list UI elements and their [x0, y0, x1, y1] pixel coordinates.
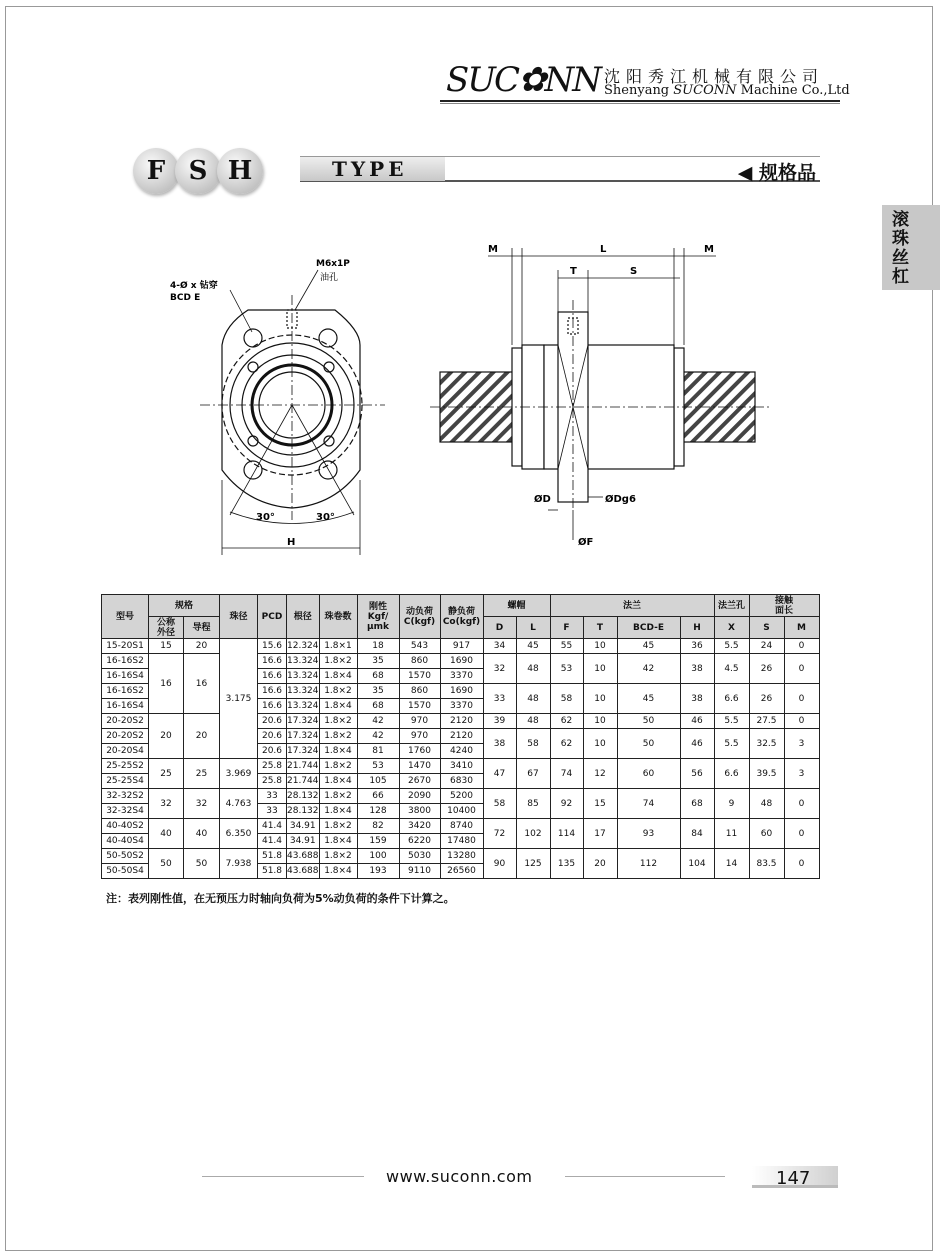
table-cell: 66 — [357, 789, 399, 804]
table-cell: 42 — [357, 729, 399, 744]
table-cell: 32-32S2 — [102, 789, 149, 804]
sub-bcd-e: BCD-E — [617, 617, 680, 639]
sub-t: T — [583, 617, 617, 639]
table-cell: 46 — [680, 729, 714, 759]
table-cell: 3.175 — [220, 639, 258, 759]
table-cell: 33 — [258, 804, 287, 819]
table-cell: 135 — [550, 849, 583, 879]
table-cell: 16.6 — [258, 684, 287, 699]
table-cell: 25 — [149, 759, 184, 789]
table-cell: 34.91 — [287, 834, 320, 849]
table-cell: 16-16S4 — [102, 699, 149, 714]
table-cell: 84 — [680, 819, 714, 849]
type-letter-s: S — [175, 148, 221, 194]
side-tab-label: 滚珠丝杠 — [892, 210, 909, 287]
table-cell: 9 — [714, 789, 749, 819]
table-cell: 40 — [149, 819, 184, 849]
table-cell: 100 — [357, 849, 399, 864]
dim-d-label: ØD — [534, 494, 551, 505]
table-cell: 62 — [550, 714, 583, 729]
type-bar — [300, 156, 820, 182]
type-letter-f: F — [133, 148, 179, 194]
table-cell: 1.8×2 — [319, 684, 357, 699]
footer-line-left — [202, 1176, 364, 1177]
table-cell: 1570 — [399, 669, 440, 684]
table-cell: 2670 — [399, 774, 440, 789]
spec-table — [101, 594, 820, 879]
table-cell: 3.969 — [220, 759, 258, 789]
table-cell: 6830 — [440, 774, 483, 789]
table-cell: 6.350 — [220, 819, 258, 849]
table-cell: 6.6 — [714, 684, 749, 714]
table-cell: 34 — [483, 639, 516, 654]
table-cell: 4.5 — [714, 654, 749, 684]
table-cell: 20.6 — [258, 744, 287, 759]
company-en-prefix: Shenyang — [604, 83, 670, 98]
table-cell: 10 — [583, 654, 617, 684]
table-cell: 5200 — [440, 789, 483, 804]
dim-m-right-label: M — [704, 244, 714, 255]
table-cell: 16-16S2 — [102, 654, 149, 669]
side-view — [430, 248, 770, 540]
table-cell: 10 — [583, 684, 617, 714]
table-cell: 159 — [357, 834, 399, 849]
table-cell: 13.324 — [287, 654, 320, 669]
sub-s: S — [749, 617, 784, 639]
table-cell: 970 — [399, 714, 440, 729]
hole-label: 4-Ø x 钻穿 — [170, 281, 218, 291]
table-cell: 40-40S4 — [102, 834, 149, 849]
table-cell: 35 — [357, 684, 399, 699]
table-cell: 1.8×2 — [319, 819, 357, 834]
sub-x: X — [714, 617, 749, 639]
table-cell: 48 — [516, 654, 550, 684]
table-cell: 15 — [583, 789, 617, 819]
table-cell: 0 — [784, 639, 819, 654]
table-cell: 45 — [516, 639, 550, 654]
table-cell: 15 — [149, 639, 184, 654]
table-cell: 11 — [714, 819, 749, 849]
table-cell: 17.324 — [287, 744, 320, 759]
table-cell: 48 — [516, 684, 550, 714]
table-cell: 46 — [680, 714, 714, 729]
table-cell: 60 — [749, 819, 784, 849]
type-letter-h: H — [217, 148, 263, 194]
col-flange-hole: 法兰孔 — [714, 595, 749, 617]
table-cell: 10 — [583, 639, 617, 654]
table-cell: 3 — [784, 759, 819, 789]
table-cell: 0 — [784, 654, 819, 684]
table-cell: 20 — [184, 639, 220, 654]
dim-f-label: ØF — [578, 537, 594, 548]
col-ball-dia: 珠径 — [220, 595, 258, 639]
table-row — [102, 654, 820, 669]
table-cell: 860 — [399, 684, 440, 699]
table-cell: 92 — [550, 789, 583, 819]
table-cell: 1690 — [440, 654, 483, 669]
table-cell: 20 — [583, 849, 617, 879]
table-cell: 5.5 — [714, 639, 749, 654]
table-cell: 38 — [483, 729, 516, 759]
table-cell: 4240 — [440, 744, 483, 759]
table-cell: 105 — [357, 774, 399, 789]
table-cell: 10 — [583, 729, 617, 759]
table-cell: 1.8×2 — [319, 759, 357, 774]
table-cell: 50 — [617, 714, 680, 729]
table-cell: 42 — [357, 714, 399, 729]
table-cell: 1.8×4 — [319, 864, 357, 879]
table-row — [102, 639, 820, 654]
table-cell: 104 — [680, 849, 714, 879]
table-cell: 33 — [483, 684, 516, 714]
table-row — [102, 849, 820, 864]
table-cell: 1.8×2 — [319, 789, 357, 804]
table-row — [102, 789, 820, 804]
table-cell: 53 — [357, 759, 399, 774]
table-cell: 53 — [550, 654, 583, 684]
type-label: TYPE — [332, 157, 408, 181]
table-cell: 40 — [184, 819, 220, 849]
col-dynamic-load: 动负荷 C(kgf) — [399, 595, 440, 639]
table-cell: 10400 — [440, 804, 483, 819]
table-cell: 20-20S2 — [102, 729, 149, 744]
table-cell: 36 — [680, 639, 714, 654]
table-cell: 0 — [784, 789, 819, 819]
table-cell: 68 — [357, 669, 399, 684]
table-cell: 85 — [516, 789, 550, 819]
table-cell: 3410 — [440, 759, 483, 774]
table-cell: 33 — [258, 789, 287, 804]
table-cell: 51.8 — [258, 864, 287, 879]
table-cell: 1.8×4 — [319, 699, 357, 714]
table-cell: 32 — [149, 789, 184, 819]
company-en-suffix: Machine Co.,Ltd — [740, 83, 850, 98]
company-en-brand: SUCONN — [673, 83, 737, 98]
table-cell: 48 — [516, 714, 550, 729]
table-cell: 60 — [617, 759, 680, 789]
table-cell: 20.6 — [258, 729, 287, 744]
table-row — [102, 819, 820, 834]
table-cell: 3800 — [399, 804, 440, 819]
table-cell: 39 — [483, 714, 516, 729]
table-cell: 50 — [149, 849, 184, 879]
table-cell: 114 — [550, 819, 583, 849]
table-cell: 68 — [357, 699, 399, 714]
table-cell: 2120 — [440, 714, 483, 729]
table-cell: 5030 — [399, 849, 440, 864]
angle-right-label: 30° — [316, 512, 335, 523]
col-static-load: 静负荷 Co(kgf) — [440, 595, 483, 639]
table-cell: 0 — [784, 714, 819, 729]
table-cell: 13.324 — [287, 699, 320, 714]
table-cell: 3 — [784, 729, 819, 759]
table-cell: 9110 — [399, 864, 440, 879]
table-cell: 0 — [784, 684, 819, 714]
table-cell: 3370 — [440, 669, 483, 684]
sub-f: F — [550, 617, 583, 639]
bcd-label: BCD E — [170, 293, 201, 303]
table-cell: 4.763 — [220, 789, 258, 819]
table-cell: 14 — [714, 849, 749, 879]
table-cell: 16-16S4 — [102, 669, 149, 684]
table-cell: 102 — [516, 819, 550, 849]
table-cell: 16.6 — [258, 699, 287, 714]
table-cell: 17.324 — [287, 714, 320, 729]
table-cell: 32 — [184, 789, 220, 819]
table-cell: 25-25S4 — [102, 774, 149, 789]
col-nut: 螺帽 — [483, 595, 550, 617]
table-cell: 8740 — [440, 819, 483, 834]
table-cell: 55 — [550, 639, 583, 654]
table-cell: 41.4 — [258, 834, 287, 849]
table-cell: 17480 — [440, 834, 483, 849]
table-cell: 1.8×2 — [319, 849, 357, 864]
table-cell: 1.8×2 — [319, 714, 357, 729]
table-cell: 12 — [583, 759, 617, 789]
table-cell: 3370 — [440, 699, 483, 714]
table-cell: 112 — [617, 849, 680, 879]
table-cell: 50 — [184, 849, 220, 879]
col-root: 根径 — [287, 595, 320, 639]
table-row — [102, 759, 820, 774]
table-cell: 6.6 — [714, 759, 749, 789]
table-cell: 34.91 — [287, 819, 320, 834]
table-cell: 32 — [483, 654, 516, 684]
spec-table-body — [102, 639, 820, 879]
table-cell: 125 — [516, 849, 550, 879]
table-cell: 56 — [680, 759, 714, 789]
table-cell: 42 — [617, 654, 680, 684]
table-cell: 74 — [617, 789, 680, 819]
table-cell: 20.6 — [258, 714, 287, 729]
col-stiffness: 刚性 Kgf/μmk — [357, 595, 399, 639]
table-cell: 1.8×2 — [319, 729, 357, 744]
table-cell: 1.8×4 — [319, 834, 357, 849]
table-cell: 16-16S2 — [102, 684, 149, 699]
table-cell: 860 — [399, 654, 440, 669]
footer-url[interactable]: www.suconn.com — [386, 1167, 533, 1186]
table-cell: 1690 — [440, 684, 483, 699]
table-cell: 3420 — [399, 819, 440, 834]
table-cell: 74 — [550, 759, 583, 789]
table-cell: 16 — [184, 654, 220, 714]
col-contact: 接触 面长 — [749, 595, 819, 617]
col-lead: 导程 — [184, 617, 220, 639]
col-model: 型号 — [102, 595, 149, 639]
table-cell: 20 — [149, 714, 184, 759]
table-cell: 35 — [357, 654, 399, 669]
col-flange: 法兰 — [550, 595, 714, 617]
table-cell: 25.8 — [258, 774, 287, 789]
table-cell: 20-20S2 — [102, 714, 149, 729]
table-cell: 5.5 — [714, 729, 749, 759]
table-cell: 6220 — [399, 834, 440, 849]
table-cell: 20 — [184, 714, 220, 759]
table-cell: 21.744 — [287, 774, 320, 789]
table-cell: 13.324 — [287, 684, 320, 699]
table-cell: 28.132 — [287, 804, 320, 819]
side-tab — [882, 205, 940, 290]
table-cell: 25-25S2 — [102, 759, 149, 774]
table-cell: 81 — [357, 744, 399, 759]
table-cell: 43.688 — [287, 849, 320, 864]
table-cell: 38 — [680, 684, 714, 714]
col-spec: 规格 — [149, 595, 220, 617]
table-cell: 41.4 — [258, 819, 287, 834]
table-cell: 16 — [149, 654, 184, 714]
dim-l-label: L — [600, 244, 607, 255]
table-cell: 1.8×4 — [319, 744, 357, 759]
suconn-logo: SUC✿NN — [446, 60, 600, 100]
table-cell: 1.8×1 — [319, 639, 357, 654]
table-cell: 67 — [516, 759, 550, 789]
table-cell: 16.6 — [258, 654, 287, 669]
table-cell: 32-32S4 — [102, 804, 149, 819]
table-cell: 58 — [550, 684, 583, 714]
table-cell: 27.5 — [749, 714, 784, 729]
table-cell: 20-20S4 — [102, 744, 149, 759]
front-view — [200, 270, 385, 555]
dim-t-label: T — [570, 266, 577, 277]
table-cell: 50-50S2 — [102, 849, 149, 864]
sub-m: M — [784, 617, 819, 639]
table-cell: 72 — [483, 819, 516, 849]
table-cell: 58 — [483, 789, 516, 819]
table-cell: 40-40S2 — [102, 819, 149, 834]
table-cell: 68 — [680, 789, 714, 819]
col-turns: 珠卷数 — [319, 595, 357, 639]
table-cell: 26 — [749, 654, 784, 684]
sub-l: L — [516, 617, 550, 639]
table-cell: 90 — [483, 849, 516, 879]
table-cell: 21.744 — [287, 759, 320, 774]
table-cell: 17 — [583, 819, 617, 849]
table-cell: 50-50S4 — [102, 864, 149, 879]
table-cell: 2120 — [440, 729, 483, 744]
table-cell: 82 — [357, 819, 399, 834]
table-cell: 0 — [784, 849, 819, 879]
table-cell: 1.8×4 — [319, 669, 357, 684]
table-cell: 24 — [749, 639, 784, 654]
sub-d: D — [483, 617, 516, 639]
table-cell: 13280 — [440, 849, 483, 864]
table-cell: 25 — [184, 759, 220, 789]
table-cell: 2090 — [399, 789, 440, 804]
table-cell: 10 — [583, 714, 617, 729]
table-cell: 28.132 — [287, 789, 320, 804]
table-row — [102, 714, 820, 729]
angle-left-label: 30° — [256, 512, 275, 523]
table-cell: 1570 — [399, 699, 440, 714]
table-cell: 32.5 — [749, 729, 784, 759]
spec-label: ◀ 规格品 — [737, 162, 816, 184]
table-cell: 1470 — [399, 759, 440, 774]
ball-screw-drawing — [160, 240, 800, 560]
table-cell: 15.6 — [258, 639, 287, 654]
table-cell: 1.8×4 — [319, 804, 357, 819]
table-cell: 13.324 — [287, 669, 320, 684]
sub-h: H — [680, 617, 714, 639]
table-cell: 12.324 — [287, 639, 320, 654]
table-cell: 18 — [357, 639, 399, 654]
table-cell: 43.688 — [287, 864, 320, 879]
table-cell: 47 — [483, 759, 516, 789]
col-nominal: 公称 外径 — [149, 617, 184, 639]
footer-line-right — [565, 1176, 725, 1177]
header-rule — [440, 100, 840, 104]
company-name-cn: 沈阳秀江机械有限公司 — [604, 67, 825, 86]
table-cell: 25.8 — [258, 759, 287, 774]
table-cell: 62 — [550, 729, 583, 759]
table-cell: 38 — [680, 654, 714, 684]
table-cell: 51.8 — [258, 849, 287, 864]
table-cell: 7.938 — [220, 849, 258, 879]
dim-s-label: S — [630, 266, 638, 277]
table-cell: 1.8×4 — [319, 774, 357, 789]
table-cell: 45 — [617, 684, 680, 714]
table-cell: 26560 — [440, 864, 483, 879]
table-cell: 193 — [357, 864, 399, 879]
table-cell: 917 — [440, 639, 483, 654]
table-cell: 39.5 — [749, 759, 784, 789]
table-cell: 5.5 — [714, 714, 749, 729]
table-cell: 26 — [749, 684, 784, 714]
table-note: 注：表列刚性值，在无预压力时轴向负荷为5%动负荷的条件下计算之。 — [106, 892, 455, 905]
page-number: 147 — [776, 1168, 811, 1189]
dim-dg6-label: ØDg6 — [605, 494, 636, 505]
col-pcd: PCD — [258, 595, 287, 639]
table-cell: 50 — [617, 729, 680, 759]
table-cell: 16.6 — [258, 669, 287, 684]
table-cell: 45 — [617, 639, 680, 654]
dim-h-label: H — [287, 537, 296, 548]
table-cell: 83.5 — [749, 849, 784, 879]
company-name-en — [604, 83, 850, 98]
table-cell: 0 — [784, 819, 819, 849]
table-cell: 58 — [516, 729, 550, 759]
table-cell: 93 — [617, 819, 680, 849]
table-cell: 48 — [749, 789, 784, 819]
table-cell: 15-20S1 — [102, 639, 149, 654]
table-cell: 1.8×2 — [319, 654, 357, 669]
table-cell: 970 — [399, 729, 440, 744]
table-cell: 543 — [399, 639, 440, 654]
table-cell: 17.324 — [287, 729, 320, 744]
dim-m-left-label: M — [488, 244, 498, 255]
table-cell: 1760 — [399, 744, 440, 759]
oil-thread-label: M6x1P — [316, 259, 350, 269]
oil-hole-label: 油孔 — [320, 273, 339, 283]
table-cell: 128 — [357, 804, 399, 819]
